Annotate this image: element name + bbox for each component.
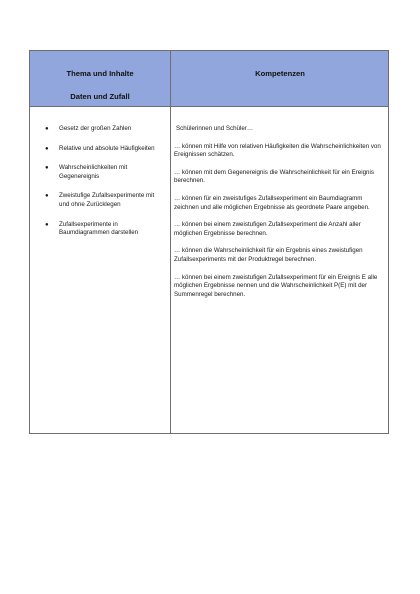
bullet-icon: ●: [45, 145, 49, 152]
header-topics-subtitle: Daten und Zufall: [70, 92, 130, 101]
bullet-icon: ●: [45, 221, 49, 228]
list-item: [30, 125, 170, 134]
competency-item: … können mit Hilfe von relativen Häufigkeiten die Wahrscheinlichkeiten von Ereignissen schätzen.: [174, 142, 381, 159]
list-item: [30, 221, 170, 238]
header-topics: [30, 51, 170, 107]
competency-item: … können bei einem zweistufigen Zufallsexperiment für ein Ereignis E alle möglichen Ergebnisse nennen und die Wahrscheinlichkeit P(E) mit der Summenregel berechnen.: [174, 273, 378, 298]
competencies-intro: Schülerinnen und Schüler…: [176, 125, 254, 132]
header-competencies-title: Kompetenzen: [255, 69, 305, 78]
topic-text: Gesetz der großen Zahlen: [59, 125, 132, 132]
topics-list: [30, 125, 170, 249]
topic-text: Relative und absolute Häufigkeiten: [59, 144, 155, 152]
header-topics-title: Thema und Inhalte: [66, 69, 134, 78]
bullet-icon: ●: [45, 165, 49, 172]
competency-table: [29, 50, 389, 434]
list-item: [30, 192, 170, 209]
competencies-column: [171, 125, 383, 308]
topic-text: Wahrscheinlichkeiten mit Gegenereignis: [59, 164, 128, 180]
list-item: [30, 164, 170, 181]
competency-item: … können für ein zweistufiges Zufallsexperiment ein Baumdiagramm zeichnen und alle möglichen Ergebnisse als geordnete Paare angeben.: [174, 194, 370, 211]
header-competencies: [171, 51, 389, 107]
topic-text: Zufallsexperimente in Baumdiagrammen darstellen: [59, 220, 139, 237]
bullet-icon: ●: [45, 193, 49, 200]
competency-item: … können mit dem Gegenereignis die Wahrscheinlichkeit für ein Ereignis berechnen.: [174, 168, 374, 185]
competency-item: … können die Wahrscheinlichkeit für ein Ergebnis eines zweistufigen Zufallsexperiments mit der Produktregel berechnen.: [174, 247, 363, 263]
topic-text: Zweistufige Zufallsexperimente mit und ohne Zurücklegen: [59, 192, 155, 208]
bullet-icon: ●: [45, 126, 49, 132]
list-item: [30, 145, 170, 154]
competency-item: … können bei einem zweistufigen Zufallsexperiment die Anzahl aller möglichen Ergebnisse berechnen.: [174, 221, 361, 237]
